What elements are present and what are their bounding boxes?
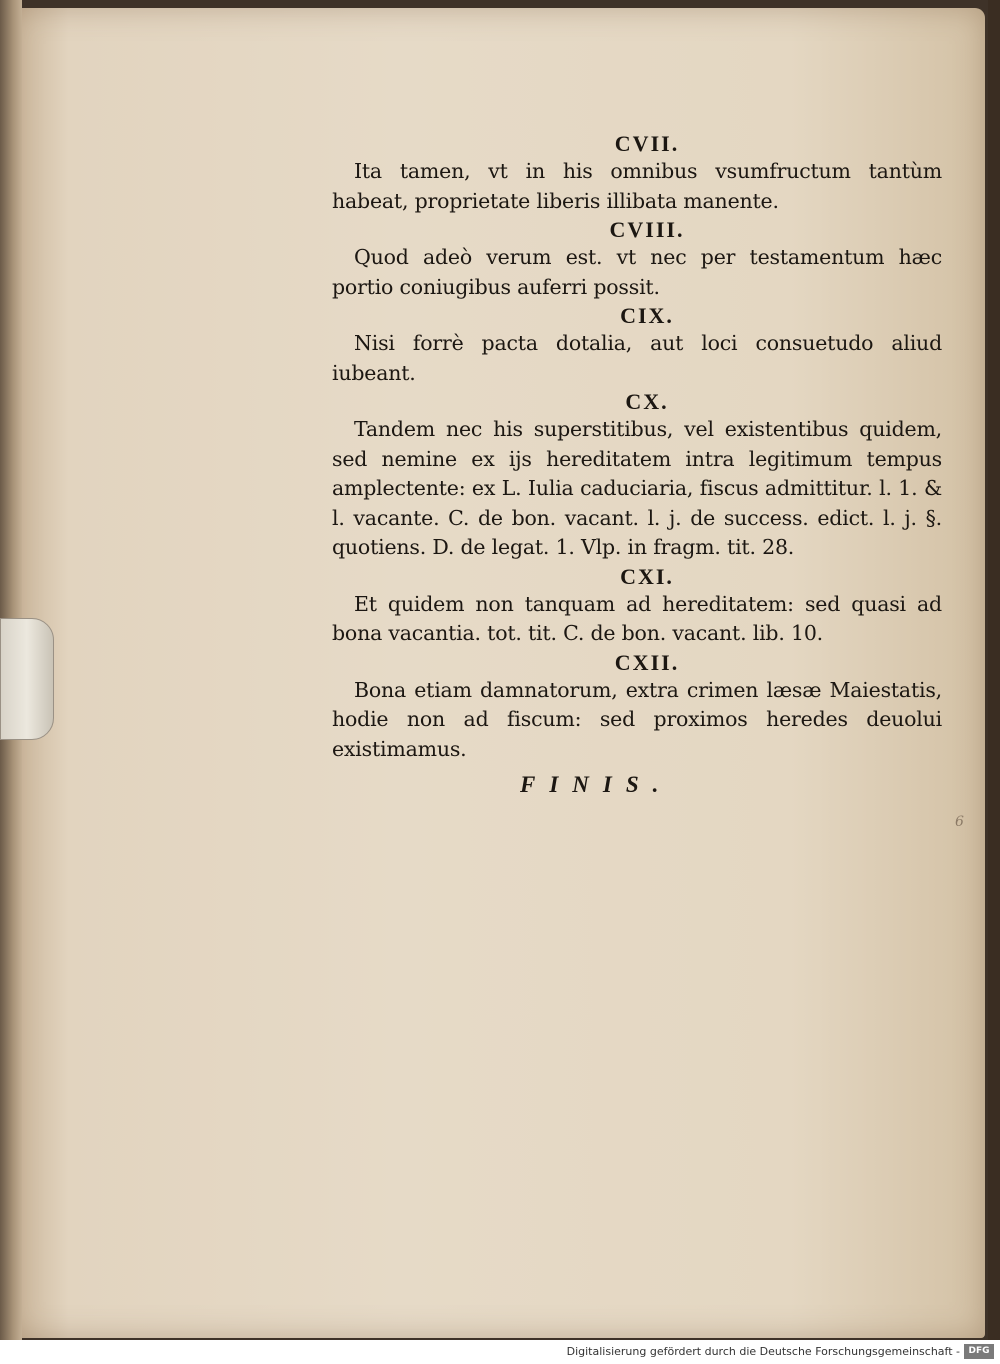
section-number: CVIII. <box>609 217 685 242</box>
section-number: CX. <box>625 389 669 414</box>
section-text: Quod adeò verum est. vt nec per testamentum hæc portio coniugibus auferri possit. <box>332 245 942 299</box>
section-number: CXII. <box>614 649 680 675</box>
section-text: Ita tamen, vt in his omnibus vsumfructum tantùm habeat, proprietate liberis illibata manente. <box>332 159 942 213</box>
section-text: Nisi forrè pacta dotalia, aut loci consuetudo aliud iubeant. <box>332 331 942 385</box>
section-text: Et quidem non tanquam ad hereditatem: sed quasi ad bona vacantia. tot. tit. C. de bon. vacant. lib. 10. <box>332 591 942 645</box>
page-corner-mark: 6 <box>955 814 964 830</box>
finis-label: FINIS. <box>520 772 673 797</box>
section-number: CIX. <box>620 303 674 328</box>
dfg-logo: DFG <box>964 1344 994 1359</box>
section-text: Tandem nec his superstitibus, vel existentibus quidem, sed nemine ex ijs hereditatem intra legitimum tempus amplectente: ex L. Iulia caduciaria, fiscus admittitur. l. 1. & l. vacante. C. de bon. vacant. l. j. de success. edict. l. j. §. quotiens. D. de legat. 1. Vlp. in fragm. tit. 28. <box>332 417 942 559</box>
page-right-shadow <box>988 0 1000 1340</box>
section-number: CVII. <box>614 131 680 156</box>
section-text: Bona etiam damnatorum, extra crimen læsæ Maiestatis, hodie non ad fiscum: sed proximos heredes deuolui existimamus. <box>332 677 942 761</box>
page-clip <box>0 618 54 740</box>
digitization-footer <box>0 1340 1000 1364</box>
footer-credit: Digitalisierung gefördert durch die Deutsche Forschungsgemeinschaft - <box>566 1345 960 1358</box>
page-text <box>332 130 942 764</box>
section-number: CXI. <box>620 563 674 589</box>
